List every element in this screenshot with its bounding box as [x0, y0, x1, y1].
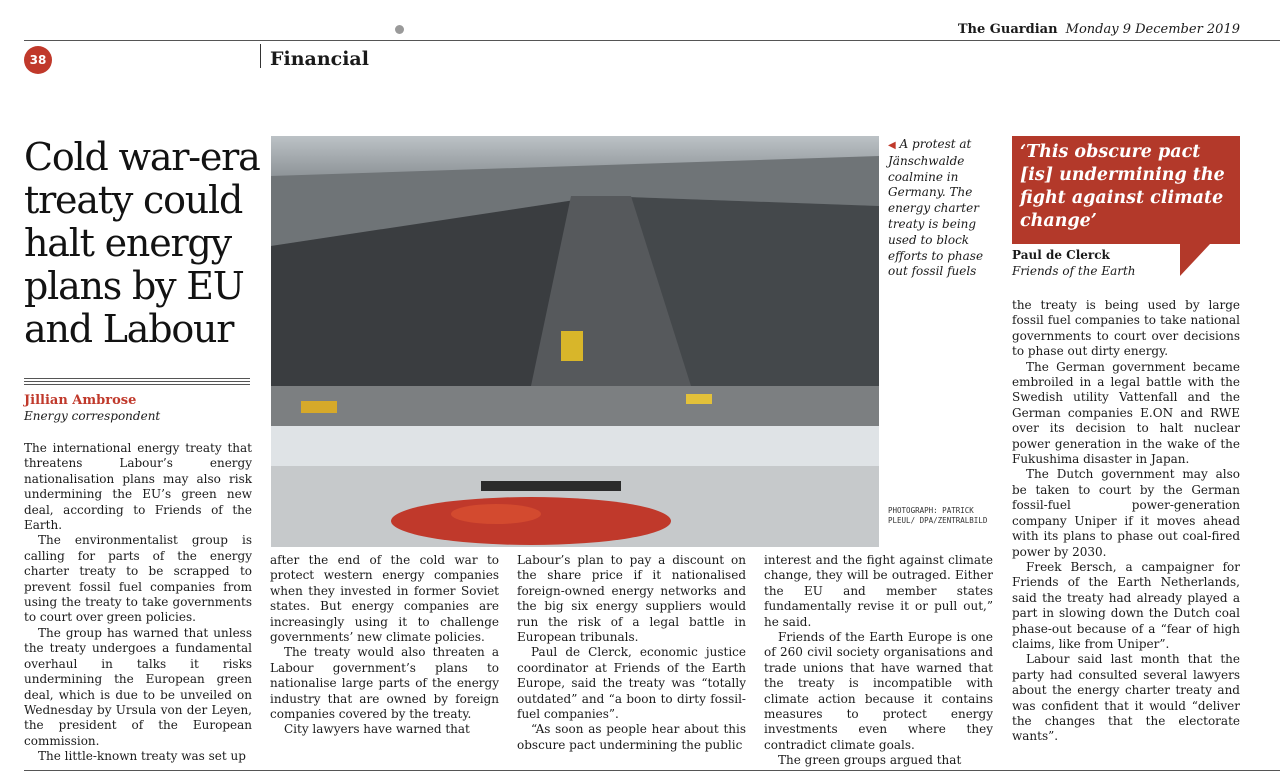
photo-credit: PHOTOGRAPH: PATRICK PLEUL/ DPA/ZENTRALBILD [888, 506, 988, 525]
bottom-rule [24, 770, 1280, 771]
pull-quote-org: Friends of the Earth [1012, 264, 1136, 278]
paragraph: The treaty would also threaten a Labour government’s plans to nationalise large parts of the energy industry that are owned by foreign companies covered by the treaty. [270, 645, 499, 722]
digger [301, 401, 337, 413]
paragraph: Paul de Clerck, economic justice coordinator at Friends of the Earth Europe, said the treaty was “totally outdated” and “a boon to dirty fossil-fuel companies”. [517, 645, 746, 722]
paragraph: the treaty is being used by large fossil fuel companies to take national governments to court over decisions to phase out dirty energy. [1012, 298, 1240, 359]
paragraph: Friends of the Earth Europe is one of 260 civil society organisations and trade unions that have warned that the treaty is incompatible with climate action because it contains measures to protect energy investments even where they contradict climate goals. [764, 630, 993, 752]
paragraph: The environmentalist group is calling for parts of the energy charter treaty to be scrapped to prevent fossil fuel companies from using the treaty to take governments to court over green policies. [24, 533, 252, 625]
byline-rules [24, 378, 250, 387]
paragraph: Labour’s plan to pay a discount on the share price if it nationalised foreign-owned energy networks and the big six energy suppliers would run the risk of a legal battle in European tribunals. [517, 553, 746, 645]
section-title: Financial [270, 48, 369, 70]
photo-caption [888, 137, 988, 280]
snow-ground [271, 426, 879, 466]
article-column-4 [764, 553, 993, 769]
protest-crowd-front [451, 504, 541, 524]
header-dot [395, 25, 404, 34]
paragraph: The green groups argued that [778, 753, 962, 768]
pull-quote-tail [1180, 244, 1210, 276]
mine-floor [271, 386, 879, 426]
article-headline: Cold war-era treaty could halt energy plans by EU and Labour [24, 135, 260, 351]
truck [686, 394, 712, 404]
excavator [561, 331, 583, 361]
article-column-1 [24, 441, 252, 765]
paragraph: The little-known treaty was set up [38, 749, 246, 764]
coalmine-protest-photo [271, 136, 879, 547]
byline-author: Jillian Ambrose [24, 393, 137, 408]
pull-quote-name: Paul de Clerck [1012, 248, 1110, 262]
pull-quote-text: ‘This obscure pact [is] undermining the fight against climate change’ [1020, 142, 1225, 231]
masthead-brand: The Guardian [957, 22, 1058, 37]
top-rule [24, 40, 1280, 41]
paragraph: The Dutch government may also be taken to court by the German fossil-fuel power-generation company Uniper if it moves ahead with its plans to phase out coal-fired power by 2030. [1012, 467, 1240, 559]
masthead-date: Monday 9 December 2019 [1065, 22, 1240, 37]
paragraph: The group has warned that unless the treaty undergoes a fundamental overhaul in talks it risks undermining the European green deal, which is due to be unveiled on Wednesday by Ursula von der Leyen, the president of the European commission. [24, 625, 252, 748]
police-line [481, 481, 621, 491]
paragraph: The international energy treaty that threatens Labour’s energy nationalisation plans may also risk undermining the EU’s green new deal, according to Friends of the Earth. [24, 441, 252, 533]
protest-crowd [391, 497, 671, 545]
article-column-3 [517, 553, 746, 753]
paragraph: interest and the fight against climate change, they will be outraged. Either the EU and member states fundamentally revise it or pull out,” he said. [764, 553, 993, 629]
paragraph: The German government became embroiled in a legal battle with the Swedish utility Vattenfall and the German companies E.ON and RWE over its decision to halt nuclear power generation in the wake of the Fukushima disaster in Japan. [1012, 359, 1240, 467]
section-divider [260, 44, 261, 68]
byline-role: Energy correspondent [24, 409, 161, 423]
caption-text: A protest at Jänschwalde coalmine in Germany. The energy charter treaty is being used to block efforts to phase out fossil fuels [888, 137, 984, 279]
paragraph: “As soon as people hear about this obscure pact undermining the public [517, 722, 746, 752]
article-column-5 [1012, 298, 1240, 745]
page-number-badge: 38 [24, 46, 52, 74]
paragraph: after the end of the cold war to protect western energy companies when they invested in former Soviet states. But energy companies are increasingly using it to challenge governments’ new climate policies. [270, 553, 499, 645]
paragraph: Labour said last month that the party had consulted several lawyers about the energy charter treaty and was confident that it would “deliver the changes that the electorate wants”. [1012, 652, 1240, 744]
article-column-2 [270, 553, 499, 738]
photo-illustration [271, 136, 879, 547]
paragraph: Freek Bersch, a campaigner for Friends of the Earth Netherlands, said the treaty had already played a part in slowing down the Dutch coal phase-out because of a “fear of high claims, like from Uniper”. [1012, 559, 1240, 651]
paragraph: City lawyers have warned that [284, 722, 470, 737]
masthead [958, 22, 1240, 37]
caption-arrow-icon: ◀ [888, 140, 896, 151]
